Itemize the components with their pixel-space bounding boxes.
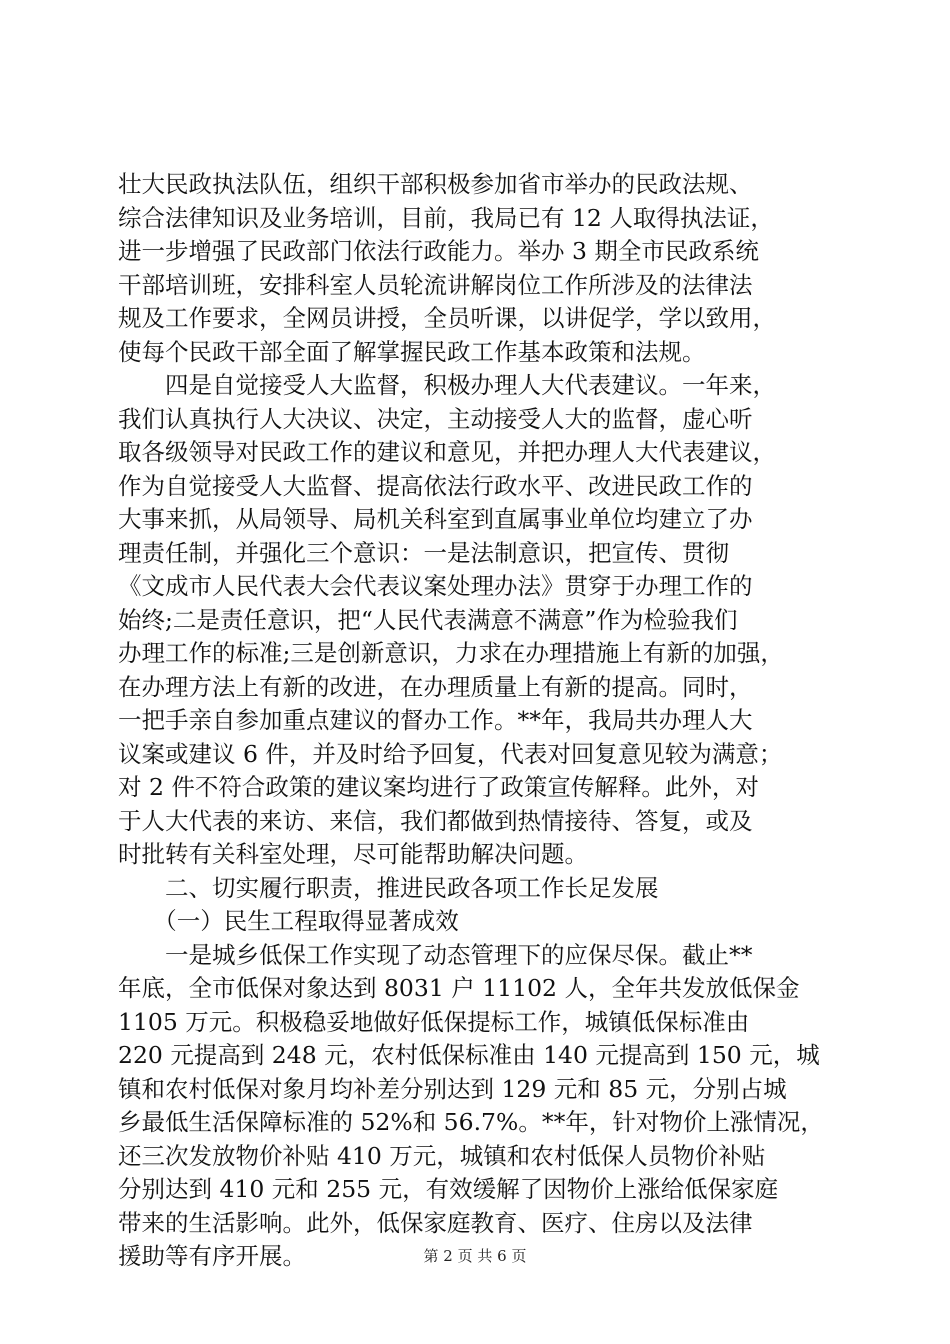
text-line: 《文成市人民代表大会代表议案处理办法》贯穿于办理工作的 [118, 572, 753, 600]
text-line: 一把手亲自参加重点建议的督办工作。**年，我局共办理人大 [118, 706, 753, 734]
section-heading: 二、切实履行职责，推进民政各项工作长足发展 [118, 873, 659, 902]
text-line: 220 元提高到 248 元，农村低保标准由 140 元提高到 150 元，城 [118, 1041, 820, 1069]
text-line: 议案或建议 6 件，并及时给予回复，代表对回复意见较为满意； [118, 739, 783, 768]
text-line: 还三次发放物价补贴 410 万元，城镇和农村低保人员物价补贴 [118, 1141, 766, 1170]
text-line: 进一步增强了民政部门依法行政能力。举办 3 期全市民政系统 [118, 237, 759, 265]
text-line: 乡最低生活保障标准的 52%和 56.7%。**年，针对物价上涨情况， [118, 1108, 824, 1136]
text-line: 1105 万元。积极稳妥地做好低保提标工作，城镇低保标准由 [118, 1007, 750, 1036]
text-line: 综合法律知识及业务培训，目前，我局已有 12 人取得执法证， [118, 203, 774, 232]
text-line: 于人大代表的来访、来信，我们都做到热情接待、答复，或及 [118, 806, 753, 835]
text-line: 年底，全市低保对象达到 8031 户 11102 人，全年共发放低保金 [118, 974, 800, 1002]
text-line: 理责任制，并强化三个意识：一是法制意识，把宣传、贯彻 [118, 538, 729, 567]
document-body [118, 168, 832, 1274]
text-line: 在办理方法上有新的改进，在办理质量上有新的提高。同时， [118, 672, 753, 701]
text-line: 作为自觉接受人大监督、提高依法行政水平、改进民政工作的 [118, 471, 753, 500]
text-line: 使每个民政干部全面了解掌握民政工作基本政策和法规。 [118, 337, 706, 366]
text-line: 时批转有关科室处理，尽可能帮助解决问题。 [118, 840, 588, 868]
text-line: 取各级领导对民政工作的建议和意见，并把办理人大代表建议， [118, 438, 776, 466]
text-line: 带来的生活影响。此外，低保家庭教育、医疗、住房以及法律 [118, 1208, 753, 1237]
text-line: 干部培训班，安排科室人员轮流讲解岗位工作所涉及的法律法 [118, 270, 753, 299]
text-line: 大事来抓，从局领导、局机关科室到直属事业单位均建立了办 [118, 505, 753, 533]
subsection-heading: （一）民生工程取得显著成效 [118, 907, 459, 935]
text-line: 我们认真执行人大决议、决定，主动接受人大的监督，虚心听 [118, 404, 753, 433]
page-number-footer: 第 2 页 共 6 页 [423, 1247, 527, 1265]
text-line: 始终;二是责任意识，把“人民代表满意不满意”作为检验我们 [118, 605, 738, 634]
text-line: 对 2 件不符合政策的建议案均进行了政策宣传解释。此外，对 [118, 773, 759, 801]
text-line: 规及工作要求，全网员讲授，全员听课，以讲促学，学以致用， [118, 304, 776, 332]
text-line: 办理工作的标准;三是创新意识，力求在办理措施上有新的加强， [118, 639, 784, 667]
paragraph-start-line: 一是城乡低保工作实现了动态管理下的应保尽保。截止** [118, 940, 753, 969]
paragraph-start-line: 四是自觉接受人大监督，积极办理人大代表建议。一年来， [118, 371, 776, 399]
text-line: 分别达到 410 元和 255 元，有效缓解了因物价上涨给低保家庭 [118, 1175, 779, 1203]
text-line: 镇和农村低保对象月均补差分别达到 129 元和 85 元，分别占城 [118, 1074, 787, 1103]
text-line: 壮大民政执法队伍，组织干部积极参加省市举办的民政法规、 [118, 170, 753, 198]
text-line: 援助等有序开展。 [118, 1242, 306, 1270]
